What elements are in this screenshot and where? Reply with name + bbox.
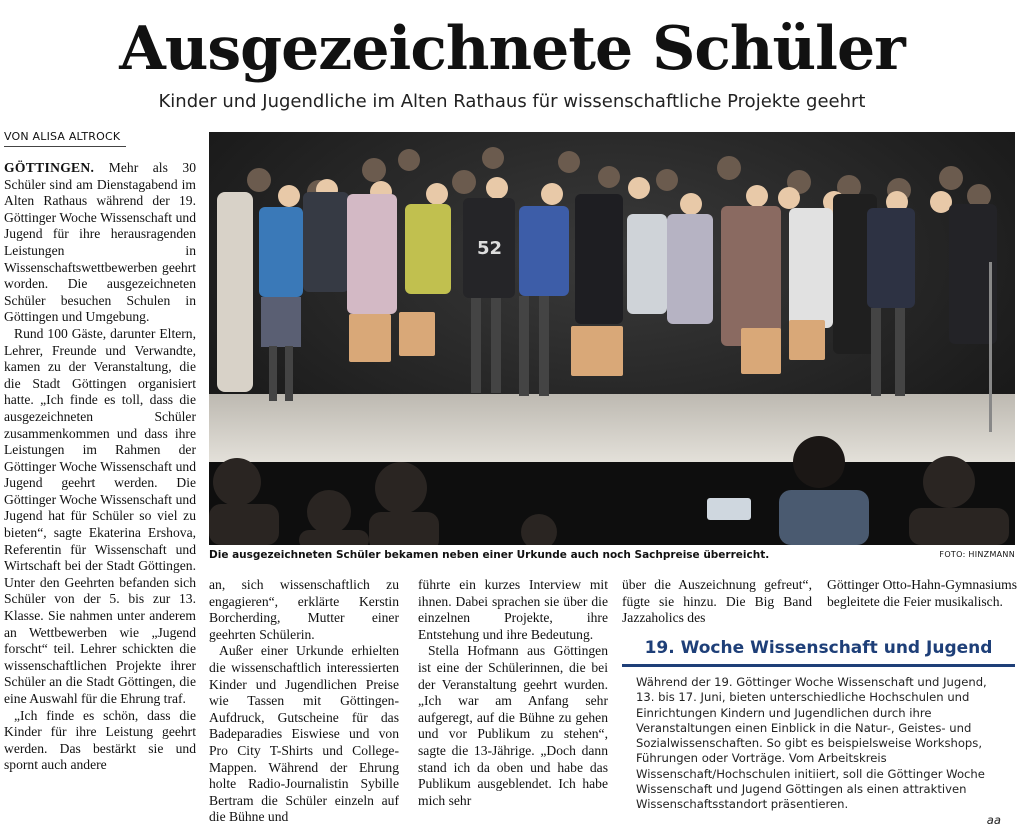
byline: VON ALISA ALTROCK: [4, 130, 126, 147]
info-box-text: [636, 675, 1001, 828]
subheadline: Kinder und Jugendliche im Alten Rathaus für wissenschaftliche Projekte geehrt: [158, 91, 866, 112]
article-column-1: [4, 160, 196, 836]
paragraph-3: „Ich finde es schön, dass die Kinder für ihre Leistung geehrt werden. Das bestärkt sie und spornt auch andere: [4, 707, 196, 773]
dateline: GÖTTINGEN.: [4, 160, 95, 175]
photo-caption: [209, 549, 1015, 561]
info-box-title: 19. Woche Wissenschaft und Jugend: [622, 636, 1015, 667]
col4-paragraph: über die Auszeichnung gefreut“, fügte sie hinzu. Die Big Band Jazzaholics des: [622, 577, 812, 626]
stage-photo: [209, 132, 1015, 545]
col5-paragraph: Göttinger Otto-Hahn-Gymnasiums begleitete die Feier musikalisch.: [827, 577, 1017, 609]
col3-paragraph-2: Stella Hofmann aus Göttingen ist eine der Schülerinnen, die bei der Veranstaltung geehrt wurden. „Ich war am Anfang sehr aufgeregt, auf die Bühne zu gehen und vor Publikum zu stehen“, sagte die 13-Jährige. „Doch dann stand ich da oben und habe das Publikum ausgeblendet. Ich habe mich sehr: [418, 643, 608, 808]
article-column-3: [418, 577, 608, 835]
paragraph-1-text: Mehr als 30 Schüler sind am Dienstagabend im Alten Rathaus während der 19. Göttinger Woche Wissenschaft und Jugend für ihre herausragenden Leistungen in Wissenschaftswettbewerben geehrt worden. Die ausgezeichneten Schüler besuchen Schulen in Göttingen und Umgebung.: [4, 160, 196, 325]
article-column-5: [827, 577, 1017, 627]
article-column-2: [209, 577, 399, 835]
col3-paragraph-1: führte ein kurzes Interview mit ihnen. Dabei sprachen sie über die einzelnen Projekte, ihre Entstehung und ihre Bedeutung.: [418, 577, 608, 642]
paragraph-1: [4, 160, 196, 326]
paragraph-2: Rund 100 Gäste, darunter Eltern, Lehrer, Freunde und Verwandte, kamen zu der Veranstaltung, die die Stadt Göttingen organisiert hatte. „Ich finde es toll, dass die ausgezeichneten Schüler zusammenkommen und dass ihre Leistungen im Rahmen der Göttinger Woche Wissenschaft und Jugend geehrt werden. Die Göttinger Woche Wissenschaft und Jugend hat für Schüler so viel zu bieten“, sagte Ekaterina Ershova, Referentin für Wissenschaft und Wirtschaft bei der Stadt Göttingen. Unter den Geehrten befanden sich Schüler von der 5. bis zur 13. Klasse. Sie nahmen unter anderem an Wettbewerben wie „Jugend forscht“ teil. Lehrer schickten die wissenschaftlichen Projekte ihrer Schüler an die Stadt Göttingen, die eine Auswahl für die Ehrung traf.: [4, 325, 196, 706]
headline: Ausgezeichnete Schüler: [119, 14, 905, 84]
photo-credit: FOTO: HINZMANN: [939, 550, 1015, 559]
col2-paragraph-1: an, sich wissenschaftlich zu engagieren“, erklärte Kerstin Borcherding, Mutter einer geehrten Schülerin.: [209, 577, 399, 642]
shirt-print: 52: [477, 238, 503, 259]
stage-photo-illustration: [209, 132, 1015, 545]
col2-paragraph-2: Außer einer Urkunde erhielten die wissenschaftlich interessierten Kinder und Jugendlichen Preise wie Tassen mit Göttingen-Aufdruck, Gutscheine für das Badeparadies Eiswiese und von Pro City T-Shirts und College-Mappen. Während der Ehrung holte Radio-Journalistin Sybille Bertram die Schüler einzeln auf die Bühne und: [209, 643, 399, 825]
article-column-4: [622, 577, 812, 627]
photo-caption-text: Die ausgezeichneten Schüler bekamen neben einer Urkunde auch noch Sachpreise überreicht.: [209, 549, 770, 561]
info-box: [622, 636, 1015, 836]
info-box-body: Während der 19. Göttinger Woche Wissenschaft und Jugend, 13. bis 17. Juni, bieten unterschiedliche Hochschulen und Einrichtungen Kindern und Jugendlichen durch ihre Veranstaltungen einen Einblick in die Natur-, Geistes- und Sozialwissenschaften. So gibt es beispielsweise Workshops, Führungen oder Vorträge. Vom Arbeitskreis Wissenschaft/Hochschulen initiiert, soll die Göttinger Woche Wissenschaft und Jugend Göttingen als einen attraktiven Wissenschaftsstandort präsentieren.: [636, 675, 987, 812]
author-signature: aa: [986, 812, 1001, 827]
